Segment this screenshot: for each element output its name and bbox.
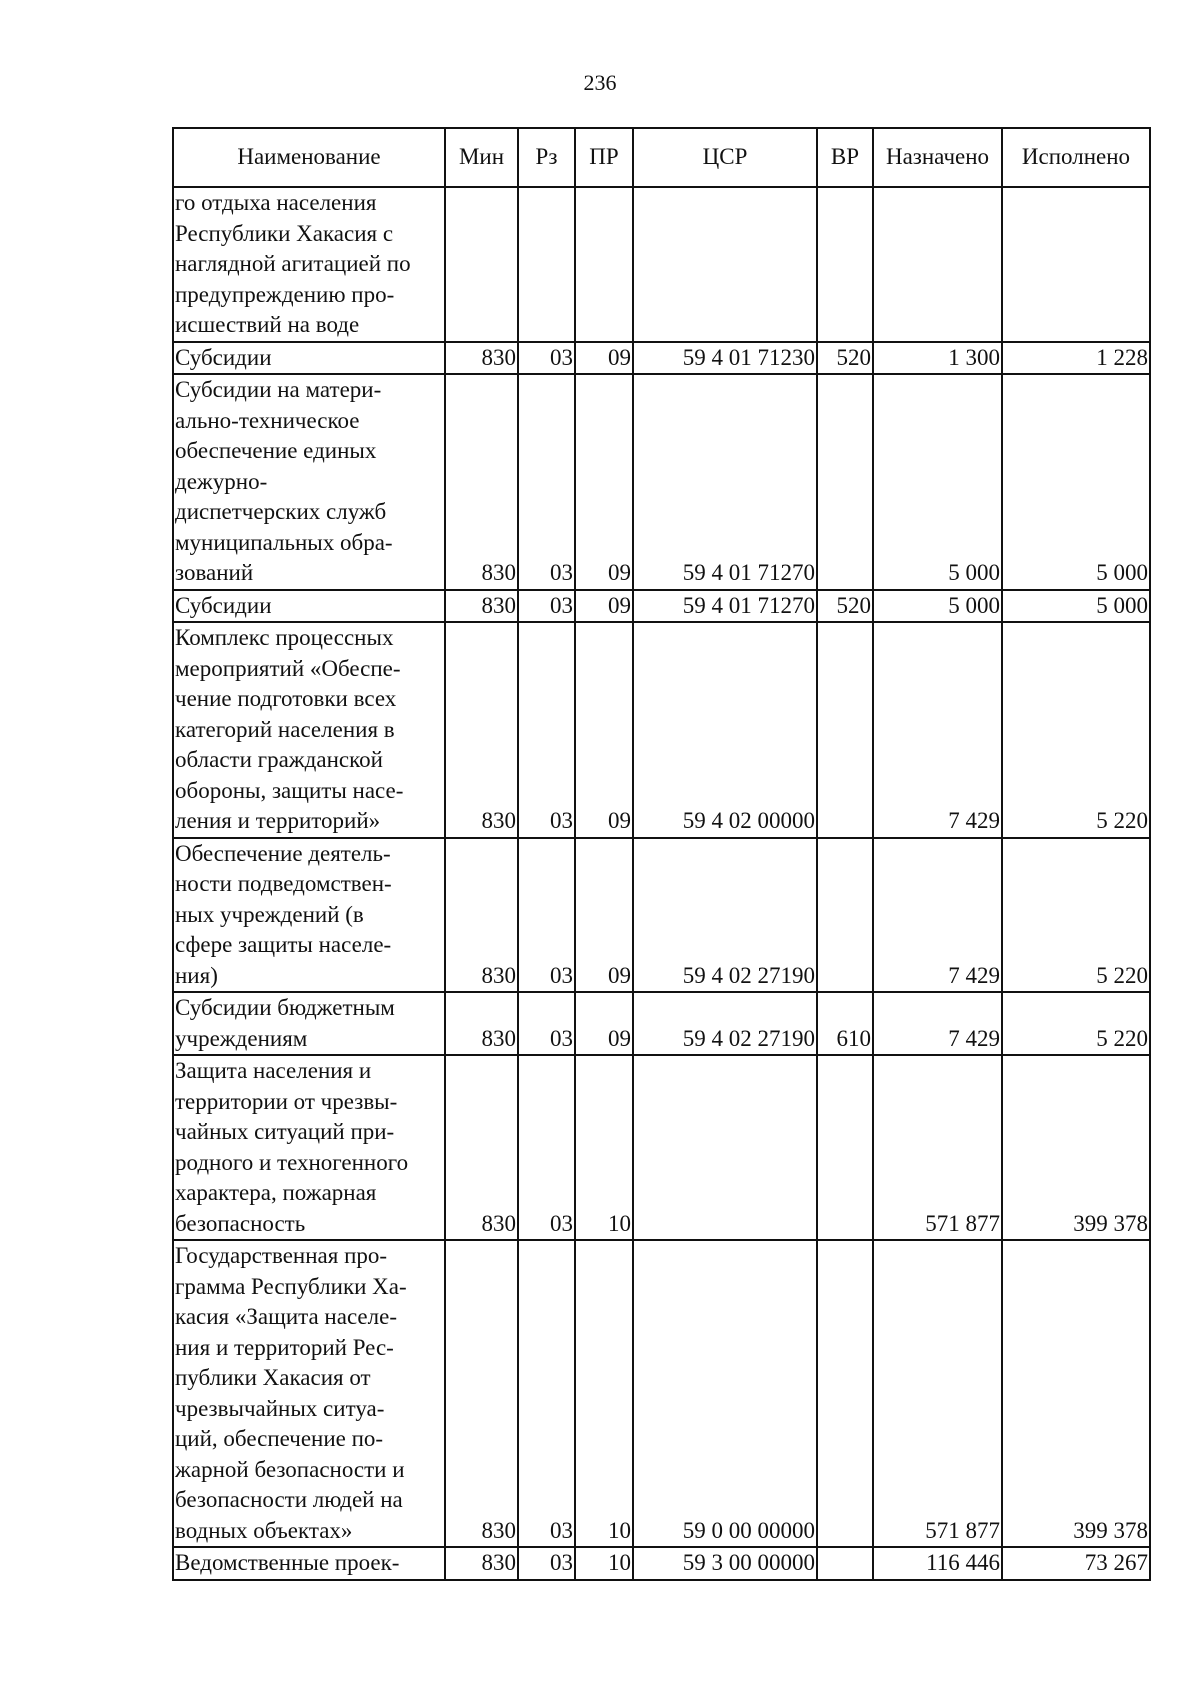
- table-row: [173, 1547, 1150, 1580]
- cell-vr: [817, 838, 873, 993]
- col-header-vr: ВР: [817, 128, 873, 187]
- cell-name: [173, 342, 445, 375]
- table-row: [173, 187, 1150, 342]
- name-line: зований: [175, 560, 254, 585]
- cell-pr: 10: [575, 1547, 633, 1580]
- table-row: [173, 342, 1150, 375]
- name-line: публики Хакасия от: [175, 1365, 371, 1390]
- cell-assigned: 1 300: [873, 342, 1002, 375]
- cell-csr: 59 4 02 27190: [633, 992, 817, 1055]
- cell-executed: 5 220: [1002, 838, 1150, 993]
- name-line: диспетчерских служб: [175, 499, 387, 524]
- name-line: ных учреждений (в: [175, 901, 364, 927]
- name-line: обеспечение единых: [175, 438, 377, 463]
- cell-assigned: 571 877: [873, 1055, 1002, 1240]
- cell-csr: 59 0 00 00000: [633, 1240, 817, 1547]
- cell-pr: 09: [575, 838, 633, 993]
- table-row: [173, 1240, 1150, 1547]
- name-line: водных объектах»: [175, 1517, 353, 1543]
- name-line: чение подготовки всех: [175, 686, 397, 711]
- name-line: чайных ситуаций при-: [175, 1119, 395, 1144]
- cell-rz: 03: [518, 992, 575, 1055]
- cell-min: 830: [445, 1240, 518, 1547]
- cell-min: 830: [445, 622, 518, 838]
- cell-name: [173, 1240, 445, 1547]
- table-row: [173, 590, 1150, 623]
- name-line: Защита населения и: [175, 1058, 372, 1083]
- col-header-csr: ЦСР: [633, 128, 817, 187]
- cell-name: [173, 838, 445, 993]
- cell-assigned: 5 000: [873, 374, 1002, 590]
- cell-min: 830: [445, 590, 518, 623]
- cell-pr: 10: [575, 1055, 633, 1240]
- cell-min: 830: [445, 1547, 518, 1580]
- cell-min: 830: [445, 1055, 518, 1240]
- name-line: области гражданской: [175, 747, 383, 772]
- cell-assigned: 7 429: [873, 992, 1002, 1055]
- cell-vr: 520: [817, 342, 873, 375]
- col-header-assigned: Назначено: [873, 128, 1002, 187]
- cell-executed: 5 000: [1002, 374, 1150, 590]
- cell-min: 830: [445, 992, 518, 1055]
- table-row: [173, 622, 1150, 838]
- table-row: [173, 1055, 1150, 1240]
- cell-executed: 73 267: [1002, 1547, 1150, 1580]
- name-line: учреждениям: [175, 1025, 308, 1051]
- name-line: безопасность: [175, 1210, 306, 1236]
- cell-min: 830: [445, 838, 518, 993]
- name-line: Субсидии на матери-: [175, 377, 382, 402]
- cell-csr: 59 4 01 71230: [633, 342, 817, 375]
- name-line: территории от чрезвы-: [175, 1088, 398, 1114]
- name-line: Ведомственные проек-: [175, 1550, 400, 1575]
- name-line: безопасности людей на: [175, 1487, 403, 1512]
- page-number: 236: [583, 70, 617, 95]
- cell-executed: 5 000: [1002, 590, 1150, 623]
- cell-rz: [518, 187, 575, 342]
- cell-assigned: 571 877: [873, 1240, 1002, 1547]
- header-row: [173, 128, 1150, 187]
- cell-pr: 10: [575, 1240, 633, 1547]
- cell-csr: 59 4 01 71270: [633, 590, 817, 623]
- cell-assigned: 7 429: [873, 622, 1002, 838]
- name-line: дежурно-: [175, 468, 268, 494]
- budget-table: [172, 127, 1151, 1581]
- cell-rz: 03: [518, 1547, 575, 1580]
- cell-rz: 03: [518, 590, 575, 623]
- name-line: категорий населения в: [175, 716, 395, 742]
- name-line: Субсидии бюджетным: [175, 995, 395, 1020]
- name-line: чрезвычайных ситуа-: [175, 1395, 385, 1421]
- cell-executed: 5 220: [1002, 992, 1150, 1055]
- name-line: ций, обеспечение по-: [175, 1426, 384, 1451]
- cell-vr: [817, 1547, 873, 1580]
- cell-pr: 09: [575, 622, 633, 838]
- name-line: жарной безопасности и: [175, 1456, 405, 1482]
- cell-assigned: 116 446: [873, 1547, 1002, 1580]
- col-header-min: Мин: [445, 128, 518, 187]
- cell-rz: 03: [518, 374, 575, 590]
- cell-min: [445, 187, 518, 342]
- cell-name: [173, 1547, 445, 1580]
- cell-name: [173, 187, 445, 342]
- cell-pr: 09: [575, 992, 633, 1055]
- cell-csr: 59 4 02 00000: [633, 622, 817, 838]
- name-line: характера, пожарная: [175, 1180, 377, 1205]
- name-line: ления и территорий»: [175, 808, 381, 833]
- cell-name: [173, 622, 445, 838]
- cell-csr: [633, 1055, 817, 1240]
- name-line: родного и техногенного: [175, 1149, 409, 1175]
- name-line: Обеспечение деятель-: [175, 840, 391, 866]
- name-line: Субсидии: [175, 592, 272, 618]
- cell-pr: [575, 187, 633, 342]
- name-line: обороны, защиты насе-: [175, 777, 404, 803]
- cell-executed: 1 228: [1002, 342, 1150, 375]
- name-line: Государственная про-: [175, 1243, 388, 1268]
- name-line: исшествий на воде: [175, 312, 360, 337]
- col-header-executed: Исполнено: [1002, 128, 1150, 187]
- name-line: Комплекс процессных: [175, 625, 394, 650]
- name-line: наглядной агитацией по: [175, 251, 411, 276]
- cell-name: [173, 992, 445, 1055]
- name-line: го отдыха населения: [175, 190, 377, 215]
- cell-name: [173, 590, 445, 623]
- cell-vr: [817, 1240, 873, 1547]
- name-line: ния): [175, 962, 218, 988]
- name-line: Республики Хакасия с: [175, 220, 394, 246]
- name-line: сфере защиты населе-: [175, 932, 392, 957]
- cell-executed: [1002, 187, 1150, 342]
- col-header-name: Наименование: [173, 128, 445, 187]
- cell-min: 830: [445, 342, 518, 375]
- cell-vr: [817, 1055, 873, 1240]
- cell-vr: 610: [817, 992, 873, 1055]
- cell-vr: 520: [817, 590, 873, 623]
- name-line: ально-техническое: [175, 407, 360, 433]
- cell-csr: 59 3 00 00000: [633, 1547, 817, 1580]
- name-line: грамма Республики Ха-: [175, 1273, 407, 1299]
- cell-csr: 59 4 02 27190: [633, 838, 817, 993]
- cell-executed: 399 378: [1002, 1240, 1150, 1547]
- cell-min: 830: [445, 374, 518, 590]
- cell-pr: 09: [575, 342, 633, 375]
- name-line: Субсидии: [175, 344, 272, 370]
- table-row: [173, 374, 1150, 590]
- cell-csr: 59 4 01 71270: [633, 374, 817, 590]
- name-line: муниципальных обра-: [175, 529, 393, 555]
- col-header-rz: Рз: [518, 128, 575, 187]
- cell-pr: 09: [575, 374, 633, 590]
- table-body: [173, 187, 1150, 1580]
- name-line: предупреждению про-: [175, 281, 395, 307]
- col-header-pr: ПР: [575, 128, 633, 187]
- cell-vr: [817, 374, 873, 590]
- table-row: [173, 992, 1150, 1055]
- cell-vr: [817, 622, 873, 838]
- table-row: [173, 838, 1150, 993]
- cell-executed: 399 378: [1002, 1055, 1150, 1240]
- cell-executed: 5 220: [1002, 622, 1150, 838]
- cell-assigned: 5 000: [873, 590, 1002, 623]
- cell-name: [173, 374, 445, 590]
- cell-pr: 09: [575, 590, 633, 623]
- cell-name: [173, 1055, 445, 1240]
- cell-assigned: 7 429: [873, 838, 1002, 993]
- cell-csr: [633, 187, 817, 342]
- name-line: ности подведомствен-: [175, 871, 392, 896]
- name-line: ния и территорий Рес-: [175, 1334, 394, 1360]
- name-line: касия «Защита населе-: [175, 1304, 397, 1329]
- cell-rz: 03: [518, 1055, 575, 1240]
- cell-rz: 03: [518, 838, 575, 993]
- cell-rz: 03: [518, 622, 575, 838]
- cell-vr: [817, 187, 873, 342]
- cell-rz: 03: [518, 1240, 575, 1547]
- cell-rz: 03: [518, 342, 575, 375]
- name-line: мероприятий «Обеспе-: [175, 655, 401, 681]
- cell-assigned: [873, 187, 1002, 342]
